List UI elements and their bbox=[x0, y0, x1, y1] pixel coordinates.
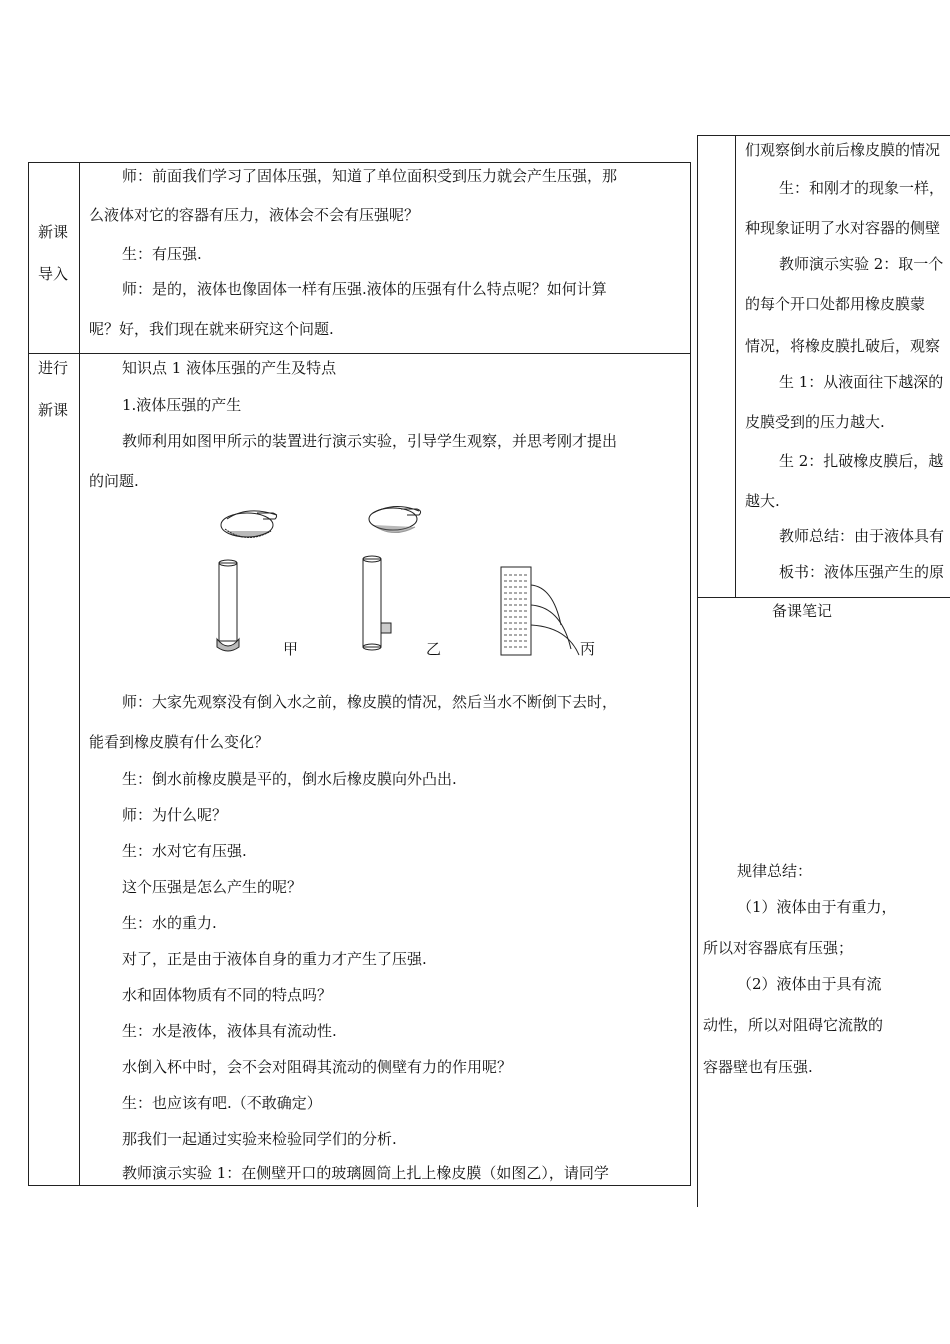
notes-heading: 备课笔记 bbox=[772, 602, 833, 620]
dialogue-line-4: 师：为什么呢？ bbox=[122, 806, 228, 824]
dialogue-line-2: 能看到橡皮膜有什么变化？ bbox=[89, 733, 270, 751]
right-line-2: 生：和刚才的现象一样， bbox=[779, 179, 945, 197]
right-line-7: 生 1：从液面往下越深的 bbox=[779, 373, 944, 391]
right-line-8: 皮膜受到的压力越大. bbox=[745, 413, 885, 431]
section-heading: 1.液体压强的产生 bbox=[122, 396, 242, 414]
dialogue-line-9: 水和固体物质有不同的特点吗？ bbox=[122, 986, 333, 1004]
row1-label-line1: 新课 bbox=[38, 223, 69, 241]
right-line-3: 种现象证明了水对容器的侧壁 bbox=[745, 219, 941, 237]
right-line-12: 板书：液体压强产生的原 bbox=[779, 563, 945, 581]
summary-line-1: （1）液体由于有重力， bbox=[737, 898, 897, 916]
dialogue-line-13: 那我们一起通过实验来检验同学们的分析. bbox=[122, 1130, 397, 1148]
right-table-left-border bbox=[697, 135, 698, 1207]
dialogue-line-5: 生：水对它有压强. bbox=[122, 842, 247, 860]
summary-line-2: 所以对容器底有压强； bbox=[703, 939, 854, 957]
left-table-column-divider bbox=[79, 162, 80, 1186]
summary-line-4: 动性，所以对阻碍它流散的 bbox=[703, 1016, 884, 1034]
left-table-row-divider bbox=[28, 353, 691, 354]
dialogue-line-11: 水倒入杯中时，会不会对阻碍其流动的侧壁有力的作用呢？ bbox=[122, 1058, 513, 1076]
right-line-5: 的每个开口处都用橡皮膜蒙 bbox=[745, 295, 926, 313]
figure-label-bing: 丙 bbox=[580, 640, 596, 658]
right-table-column-divider bbox=[735, 135, 736, 598]
knowledge-point-title: 知识点 1 液体压强的产生及特点 bbox=[122, 359, 337, 377]
figure-yi bbox=[363, 506, 421, 650]
summary-line-3: （2）液体由于具有流 bbox=[737, 975, 882, 993]
figure-label-yi: 乙 bbox=[426, 640, 442, 658]
left-table-top-border bbox=[28, 162, 691, 163]
right-line-10: 越大. bbox=[745, 492, 780, 510]
dialogue-line-1: 师：大家先观察没有倒入水之前，橡皮膜的情况，然后当水不断倒下去时， bbox=[122, 693, 618, 711]
dialogue-line-7: 生：水的重力. bbox=[122, 914, 217, 932]
right-line-9: 生 2：扎破橡皮膜后，越 bbox=[779, 452, 944, 470]
dialogue-line-8: 对了，正是由于液体自身的重力才产生了压强. bbox=[122, 950, 427, 968]
dialogue-line-12: 生：也应该有吧.（不敢确定） bbox=[122, 1094, 322, 1112]
summary-title: 规律总结： bbox=[737, 862, 813, 880]
figure-jia bbox=[217, 511, 277, 651]
left-table-left-border bbox=[28, 162, 29, 1186]
row2-label-line2: 新课 bbox=[38, 401, 69, 419]
demo-intro-line1: 教师利用如图甲所示的装置进行演示实验，引导学生观察，并思考刚才提出 bbox=[122, 432, 618, 450]
row2-label-line1: 进行 bbox=[38, 359, 69, 377]
demo-intro-line2: 的问题. bbox=[89, 472, 139, 490]
dialogue-line-6: 这个压强是怎么产生的呢？ bbox=[122, 878, 303, 896]
intro-paragraph-2: 么液体对它的容器有压力，液体会不会有压强呢？ bbox=[89, 206, 420, 224]
figure-bing bbox=[501, 567, 579, 655]
right-line-11: 教师总结：由于液体具有 bbox=[779, 527, 945, 545]
experiment-figure bbox=[205, 505, 625, 665]
intro-paragraph-1: 师：前面我们学习了固体压强，知道了单位面积受到压力就会产生压强，那 bbox=[122, 167, 618, 185]
dialogue-line-14: 教师演示实验 1：在侧壁开口的玻璃圆筒上扎上橡皮膜（如图乙），请同学 bbox=[122, 1164, 609, 1182]
right-line-1: 们观察倒水前后橡皮膜的情况 bbox=[745, 141, 941, 159]
dialogue-line-10: 生：水是液体，液体具有流动性. bbox=[122, 1022, 337, 1040]
left-table-bottom-border bbox=[28, 1185, 691, 1186]
left-table-right-border bbox=[690, 162, 691, 1186]
intro-paragraph-4: 师：是的，液体也像固体一样有压强.液体的压强有什么特点呢？如何计算 bbox=[122, 280, 607, 298]
dialogue-line-3: 生：倒水前橡皮膜是平的，倒水后橡皮膜向外凸出. bbox=[122, 770, 457, 788]
figure-label-jia: 甲 bbox=[283, 640, 299, 658]
summary-line-5: 容器壁也有压强. bbox=[703, 1058, 813, 1076]
right-line-6: 情况，将橡皮膜扎破后，观察 bbox=[745, 337, 941, 355]
right-line-4: 教师演示实验 2：取一个 bbox=[779, 255, 944, 273]
row1-label-line2: 导入 bbox=[38, 265, 69, 283]
intro-paragraph-5: 呢？好，我们现在就来研究这个问题. bbox=[89, 320, 334, 338]
intro-paragraph-3: 生：有压强. bbox=[122, 245, 202, 263]
